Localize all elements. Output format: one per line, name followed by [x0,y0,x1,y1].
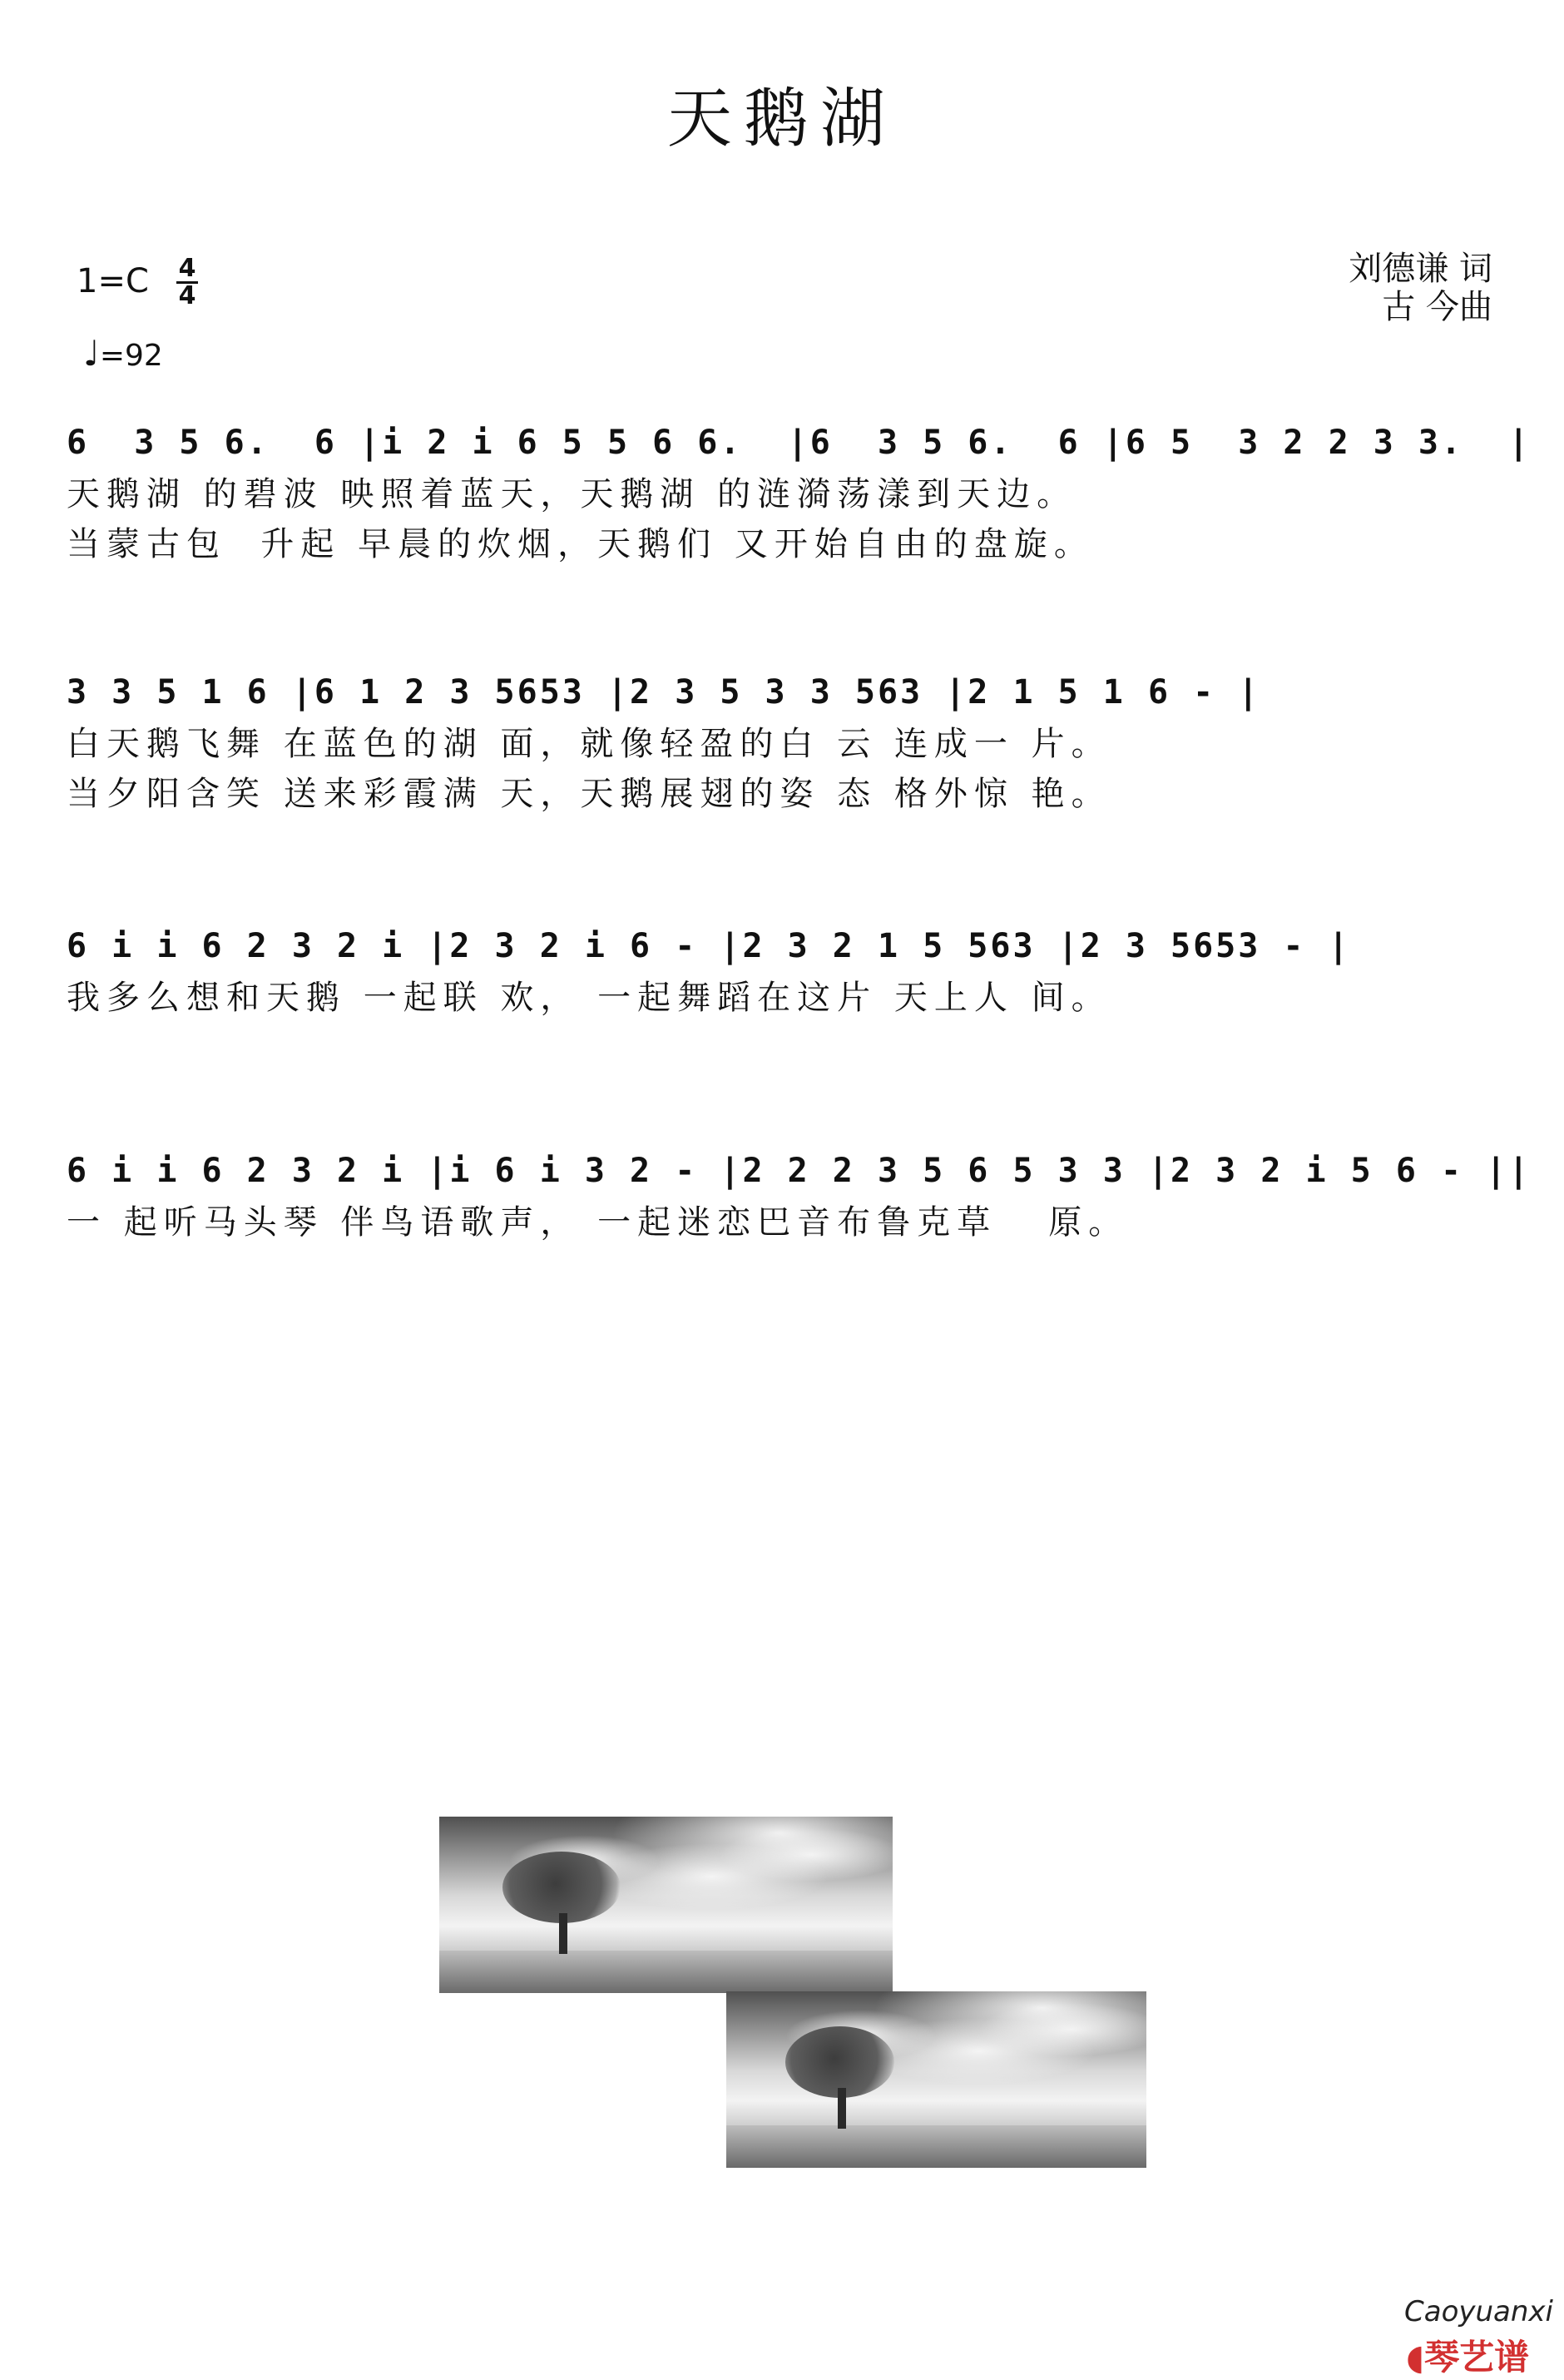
time-signature [176,256,198,309]
jianpu-notation: 6 i i 6 2 3 2 i |i 6 i 3 2 - |2 2 2 3 5 6 5 3 3 |2 3 2 i 5 6 - || [67,1152,1532,1190]
lyric-verse-1: 白天鹅飞舞 在蓝色的湖 面，就像轻盈的白 云 连成一 片。 [67,725,1111,763]
meadow [439,1951,893,1993]
tempo-marking [83,333,163,374]
lyric-verse-1: 一 起听马头琴 伴鸟语歌声， 一起迷恋巴音布鲁克草 原。 [67,1203,1129,1242]
score-line-4 [67,1144,1532,1247]
credits [1349,250,1492,326]
score-line-1 [67,416,1532,569]
tree-icon [502,1852,621,1954]
jianpu-notation: 6 3 5 6. 6 |i 2 i 6 5 5 6 6. |6 3 5 6. 6 |6 5 3 2 2 3 3. | [67,424,1532,462]
score-line-3 [67,920,1506,1023]
score-line-2 [67,666,1506,819]
time-signature-top: 4 [178,254,196,283]
lyric-verse-2: 当蒙古包 升起 早晨的炊烟，天鹅们 又开始自由的盘旋。 [67,525,1094,563]
time-signature-bottom: 4 [178,281,196,310]
lyric-verse-2: 当夕阳含笑 送来彩霞满 天，天鹅展翅的姿 态 格外惊 艳。 [67,775,1111,813]
tempo-value: =92 [99,339,163,373]
lyric-verse-1: 天鹅湖 的碧波 映照着蓝天，天鹅湖 的涟漪荡漾到天边。 [67,475,1077,513]
jianpu-notation: 3 3 5 1 6 |6 1 2 3 5653 |2 3 5 3 3 563 |2 1 5 1 6 - | [67,673,1261,712]
lyric-verse-1: 我多么想和天鹅 一起联 欢， 一起舞蹈在这片 天上人 间。 [67,979,1111,1017]
lyricist-credit: 刘德谦 词 [1349,250,1492,288]
site-logo [1406,2330,1529,2380]
quarter-note-icon: ♩ [83,333,100,374]
key-signature: 1=C [77,262,149,300]
meadow [726,2125,1146,2168]
song-title: 天鹅湖 [666,82,897,156]
logo-icon: ◖ [1406,2337,1425,2378]
landscape-photo-1 [439,1817,893,1993]
logo-text: 琴艺谱 [1424,2337,1530,2378]
tree-icon [785,2026,894,2129]
landscape-photo-2 [726,1991,1146,2168]
watermark-text: Caoyuanxi [1404,2295,1553,2328]
jianpu-notation: 6 i i 6 2 3 2 i |2 3 2 i 6 - |2 3 2 1 5 563 |2 3 5653 - | [67,927,1351,965]
composer-credit: 古 今曲 [1382,288,1492,326]
